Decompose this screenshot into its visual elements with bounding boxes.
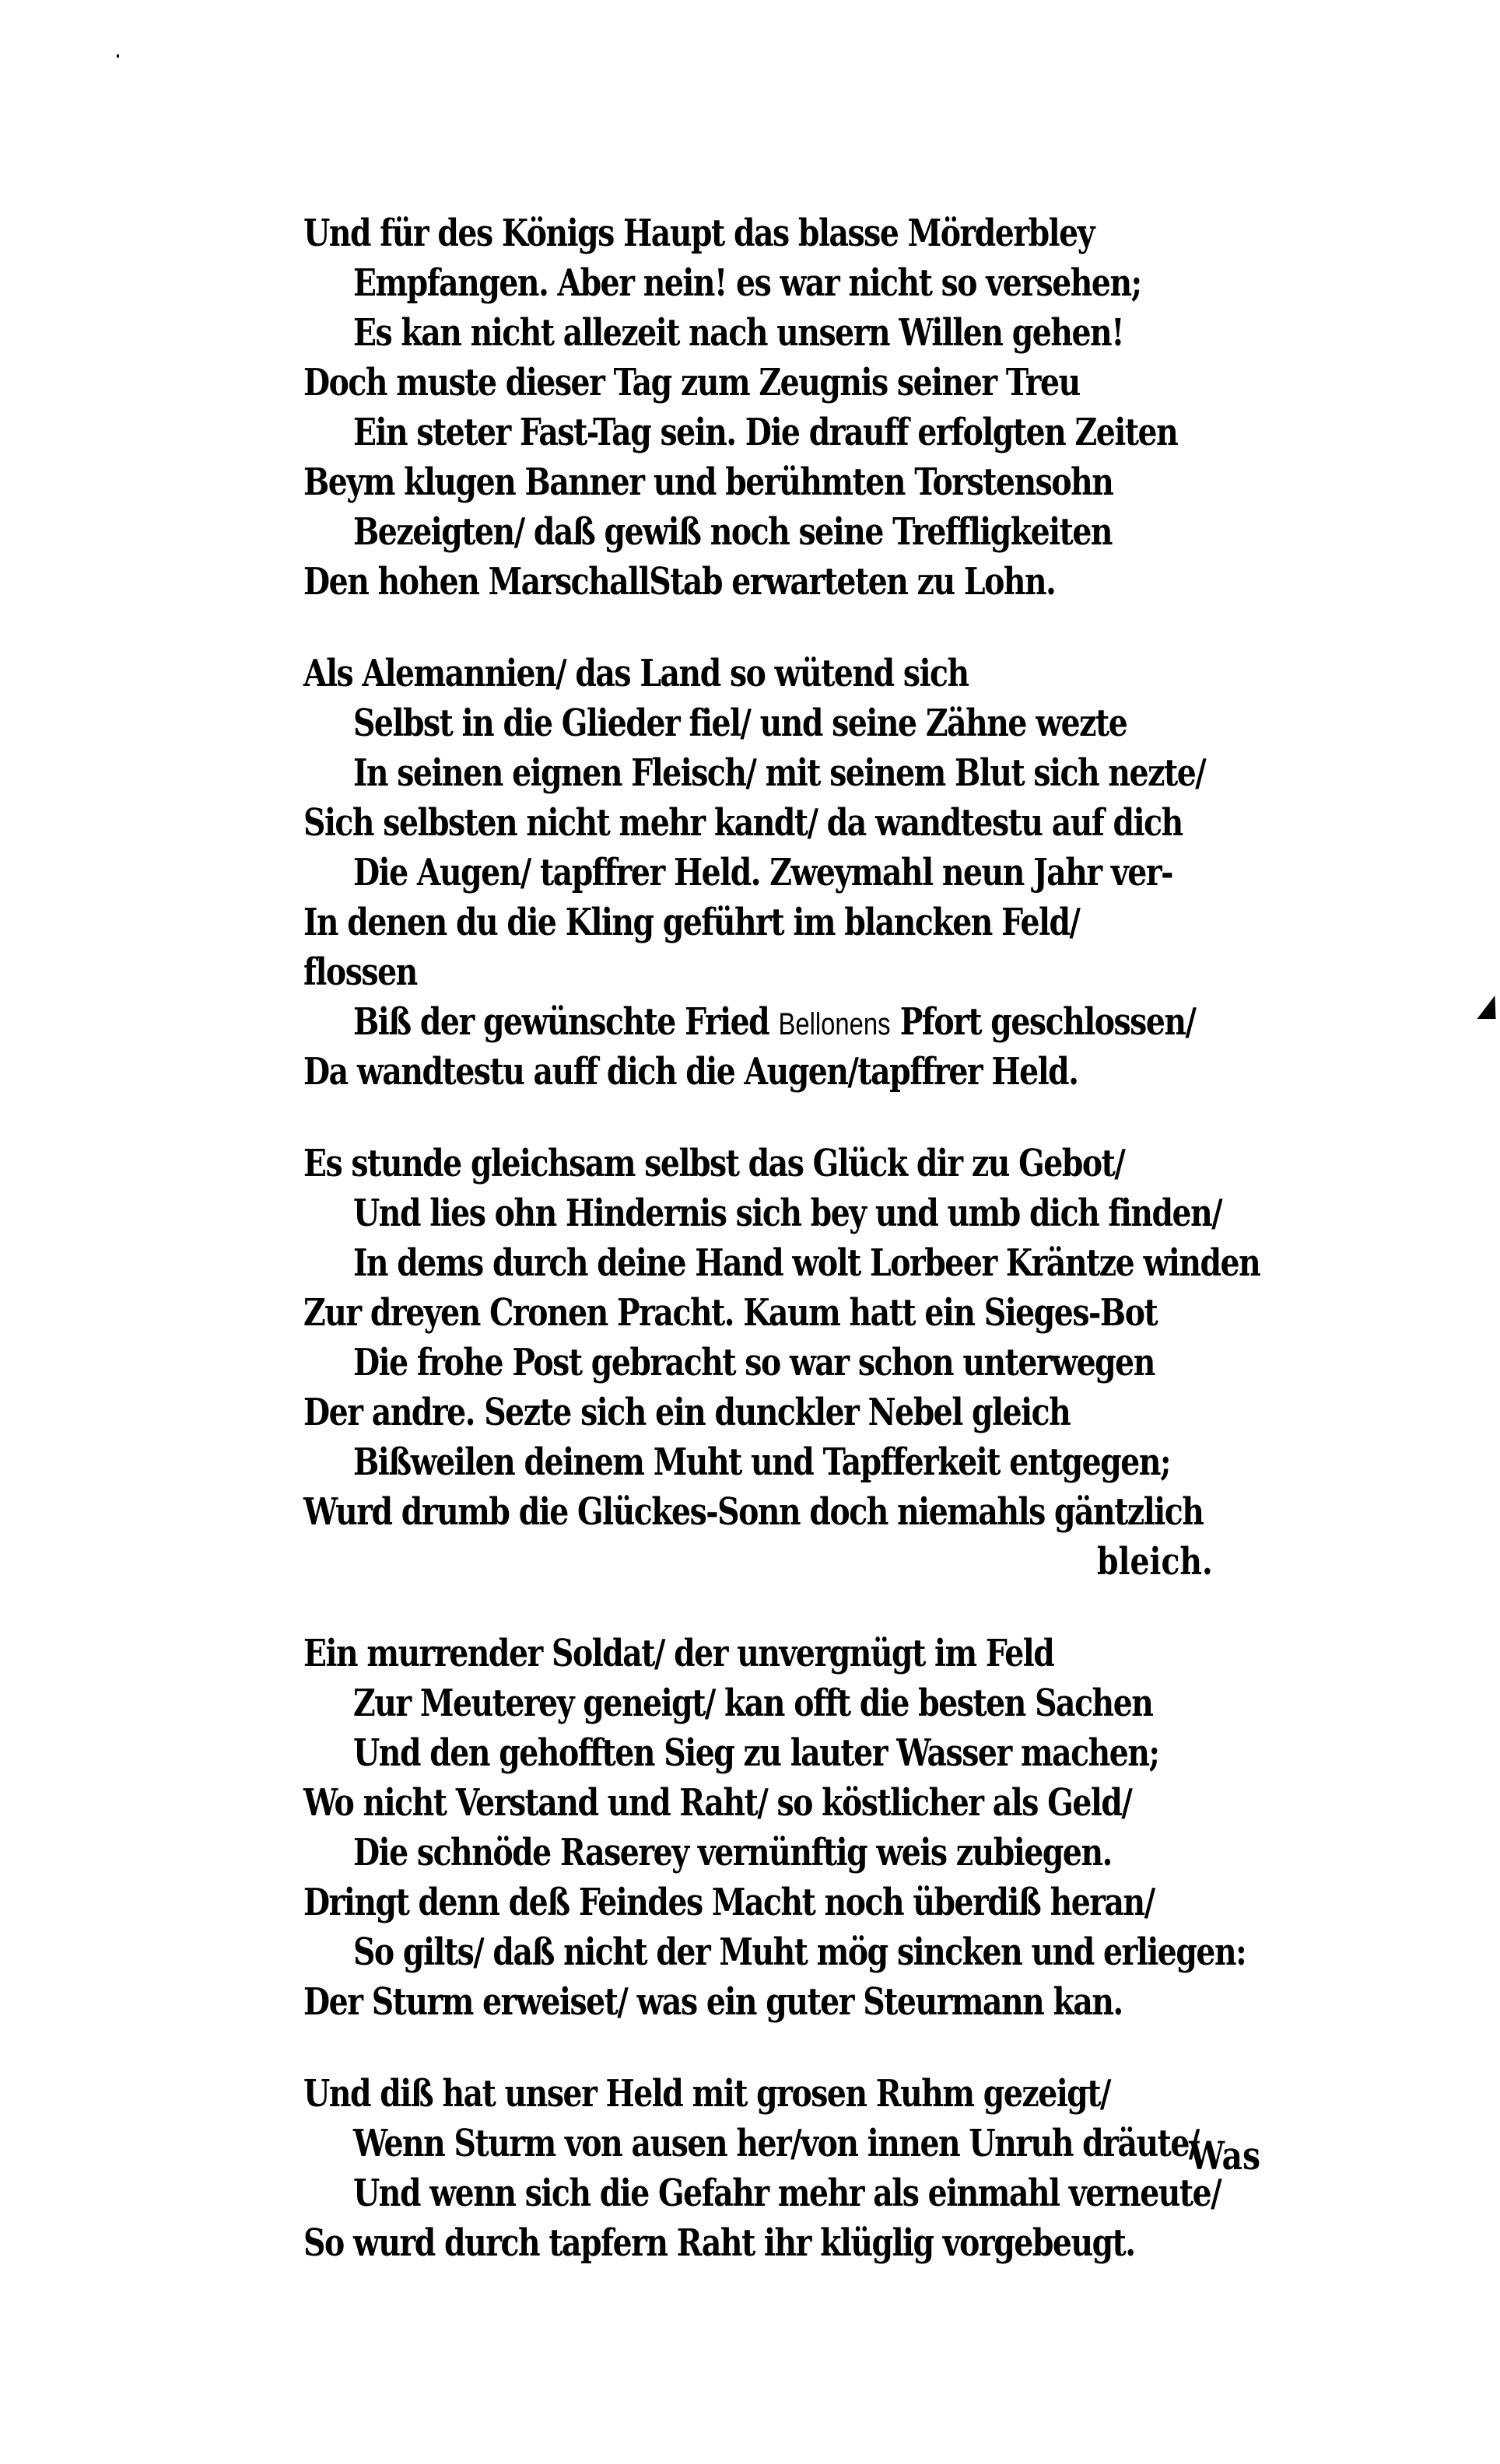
verse-line: Da wandtestu auff dich die Augen/tapffrer Held. (303, 1050, 1078, 1094)
turned-down-word: bleich. (1097, 1540, 1213, 1584)
verse-line: Zur Meuterey geneigt/ kan offt die besten Sachen (352, 1682, 1153, 1725)
verse-text: Pfort geschlossen/ (890, 1000, 1196, 1044)
verse-line: Und für des Königs Haupt das blasse Mörderbley (303, 212, 1095, 255)
verse-line-with-turnover (303, 898, 1284, 997)
catchword: Was (1189, 2133, 1261, 2179)
verse-line: Den hohen MarschallStab erwarteten zu Lohn. (303, 560, 1056, 604)
verse-line: In seinen eignen Fleisch/ mit seinem Blut sich nezte/ (352, 751, 1206, 795)
verse-line: Und wenn sich die Gefahr mehr als einmahl verneute/ (352, 2172, 1221, 2215)
verse-line (303, 997, 1196, 1047)
verse-line: Selbst in die Glieder fiel/ und seine Zähne wezte (352, 702, 1127, 745)
verse-line: Der andre. Sezte sich ein dunckler Nebel gleich (303, 1391, 1071, 1434)
verse-line: Wurd drumb die Glückes-Sonn doch niemahls gäntzlich (303, 1490, 1204, 1534)
stanza-5 (303, 2069, 1284, 2268)
roman-type-word: Bellonens (778, 1007, 891, 1041)
verse-line: Dringt denn deß Feindes Macht noch überdiß heran/ (303, 1881, 1155, 1924)
verse-line: Die schnöde Raserey vernünftig weis zubiegen. (352, 1831, 1112, 1874)
verse-line: Und lies ohn Hindernis sich bey und umb dich finden/ (352, 1192, 1222, 1235)
verse-line: Doch muste dieser Tag zum Zeugnis seiner Treu (303, 361, 1080, 404)
ink-speck (117, 54, 119, 58)
stanza-3 (303, 1139, 1284, 1587)
verse-line: In denen du die Kling geführt im blancken Feld/ (303, 901, 1080, 944)
verse-line: Als Alemannien/ das Land so wütend sich (303, 652, 969, 695)
verse-line: Die frohe Post gebracht so war schon unterwegen (352, 1341, 1155, 1384)
stanza-1 (303, 208, 1284, 607)
verse-line: Der Sturm erweiset/ was ein guter Steurmann kan. (303, 1980, 1123, 2024)
verse-line: Zur dreyen Cronen Pracht. Kaum hatt ein Sieges-Bot (303, 1291, 1158, 1335)
verse-line: Es stunde gleichsam selbst das Glück dir zu Gebot/ (303, 1142, 1125, 1185)
verse-line: Ein murrender Soldat/ der unvergnügt im Feld (303, 1632, 1054, 1675)
stanza-4 (303, 1629, 1284, 2027)
verse-line: Ein steter Fast-Tag sein. Die drauff erfolgten Zeiten (352, 411, 1178, 454)
verse-line: Die Augen/ tapffrer Held. Zweymahl neun Jahr ver- (352, 851, 1172, 894)
page-edge-mark (1477, 996, 1500, 1019)
verse-line: Wenn Sturm von ausen her/von innen Unruh dräute/ (352, 2122, 1199, 2165)
verse-line: So wurd durch tapfern Raht ihr klüglig vorgebeugt. (303, 2221, 1135, 2265)
verse-line: Es kan nicht allezeit nach unsern Willen gehen! (352, 311, 1124, 355)
verse-line: So gilts/ daß nicht der Muht mög sincken und erliegen: (352, 1930, 1246, 1974)
verse-line: Bezeigten/ daß gewiß noch seine Treffligkeiten (352, 510, 1113, 554)
verse-line: Empfangen. Aber nein! es war nicht so versehen; (352, 261, 1141, 305)
turned-up-word: flossen (303, 950, 417, 994)
verse-line: Bißweilen deinem Muht und Tapfferkeit entgegen; (352, 1440, 1171, 1484)
verse-line: Sich selbsten nicht mehr kandt/ da wandtestu auf dich (303, 801, 1183, 845)
poem-body (303, 208, 1284, 2310)
stanza-2 (303, 649, 1284, 1097)
verse-line: Wo nicht Verstand und Raht/ so köstlicher als Geld/ (303, 1781, 1132, 1825)
verse-line: Beym klugen Banner und berühmten Torstensohn (303, 460, 1113, 504)
verse-line: In dems durch deine Hand wolt Lorbeer Kräntze winden (352, 1241, 1260, 1285)
verse-text: Biß der gewünschte Fried (352, 1000, 779, 1044)
verse-line: Und den gehofften Sieg zu lauter Wasser machen; (352, 1731, 1159, 1775)
verse-line: Und diß hat unser Held mit grosen Ruhm gezeigt/ (303, 2072, 1110, 2116)
